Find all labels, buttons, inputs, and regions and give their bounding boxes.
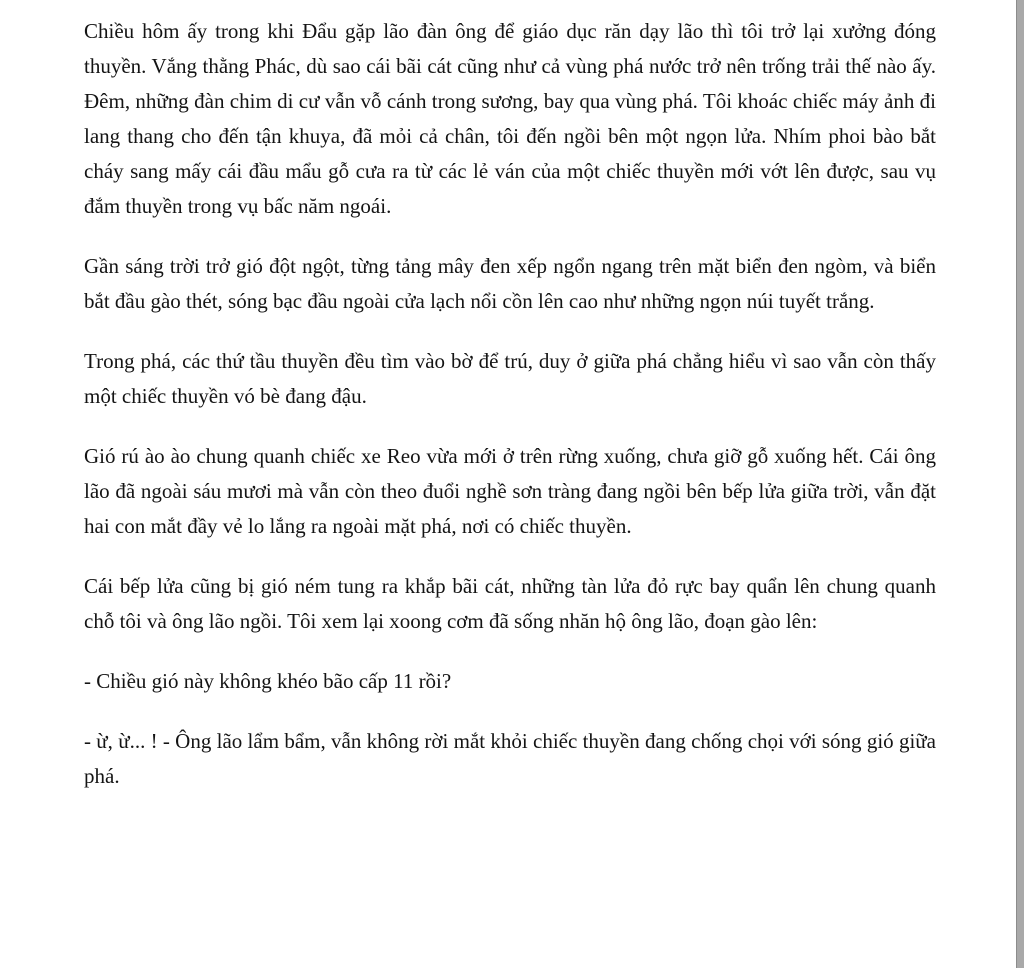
paragraph: Trong phá, các thứ tầu thuyền đều tìm vào bờ để trú, duy ở giữa phá chẳng hiểu vì sao vẫn còn thấy một chiếc thuyền vó bè đang đậu. [84, 349, 936, 408]
page-right-border [1016, 0, 1024, 968]
document-body [84, 14, 936, 819]
paragraph: Chiều hôm ấy trong khi Đẩu gặp lão đàn ông để giáo dục răn dạy lão thì tôi trở lại xưởng đóng thuyền. Vắng thằng Phác, dù sao cái bãi cát cũng như cả vùng phá nước trở nên trống trải thế nào ấy. Đêm, những đàn chim di cư vẫn vỗ cánh trong sương, bay qua vùng phá. Tôi khoác chiếc máy ảnh đi lang thang cho đến tận khuya, đã mỏi cả chân, tôi đến ngồi bên một ngọn lửa. Nhím phoi bào bắt cháy sang mấy cái đầu mẩu gỗ cưa ra từ các lẻ ván của một chiếc thuyền mới vớt lên được, sau vụ đắm thuyền trong vụ bấc năm ngoái. [84, 19, 936, 218]
paragraph: Cái bếp lửa cũng bị gió ném tung ra khắp bãi cát, những tàn lửa đỏ rực bay quẩn lên chung quanh chỗ tôi và ông lão ngồi. Tôi xem lại xoong cơm đã sống nhăn hộ ông lão, đoạn gào lên: [84, 574, 936, 633]
dialogue-line: - Chiều gió này không khéo bão cấp 11 rồi? [84, 669, 452, 693]
paragraph: Gần sáng trời trở gió đột ngột, từng tảng mây đen xếp ngổn ngang trên mặt biển đen ngòm, và biển bắt đầu gào thét, sóng bạc đầu ngoài cửa lạch nổi cồn lên cao như những ngọn núi tuyết trắng. [84, 254, 936, 313]
dialogue-line: - ừ, ừ... ! - Ông lão lẩm bẩm, vẫn không rời mắt khỏi chiếc thuyền đang chống chọi với sóng gió giữa phá. [84, 729, 936, 788]
paragraph: Gió rú ào ào chung quanh chiếc xe Reo vừa mới ở trên rừng xuống, chưa giỡ gỗ xuống hết. Cái ông lão đã ngoài sáu mươi mà vẫn còn theo đuổi nghề sơn tràng đang ngồi bên bếp lửa giữa trời, vẫn đặt hai con mắt đầy vẻ lo lắng ra ngoài mặt phá, nơi có chiếc thuyền. [84, 444, 936, 538]
